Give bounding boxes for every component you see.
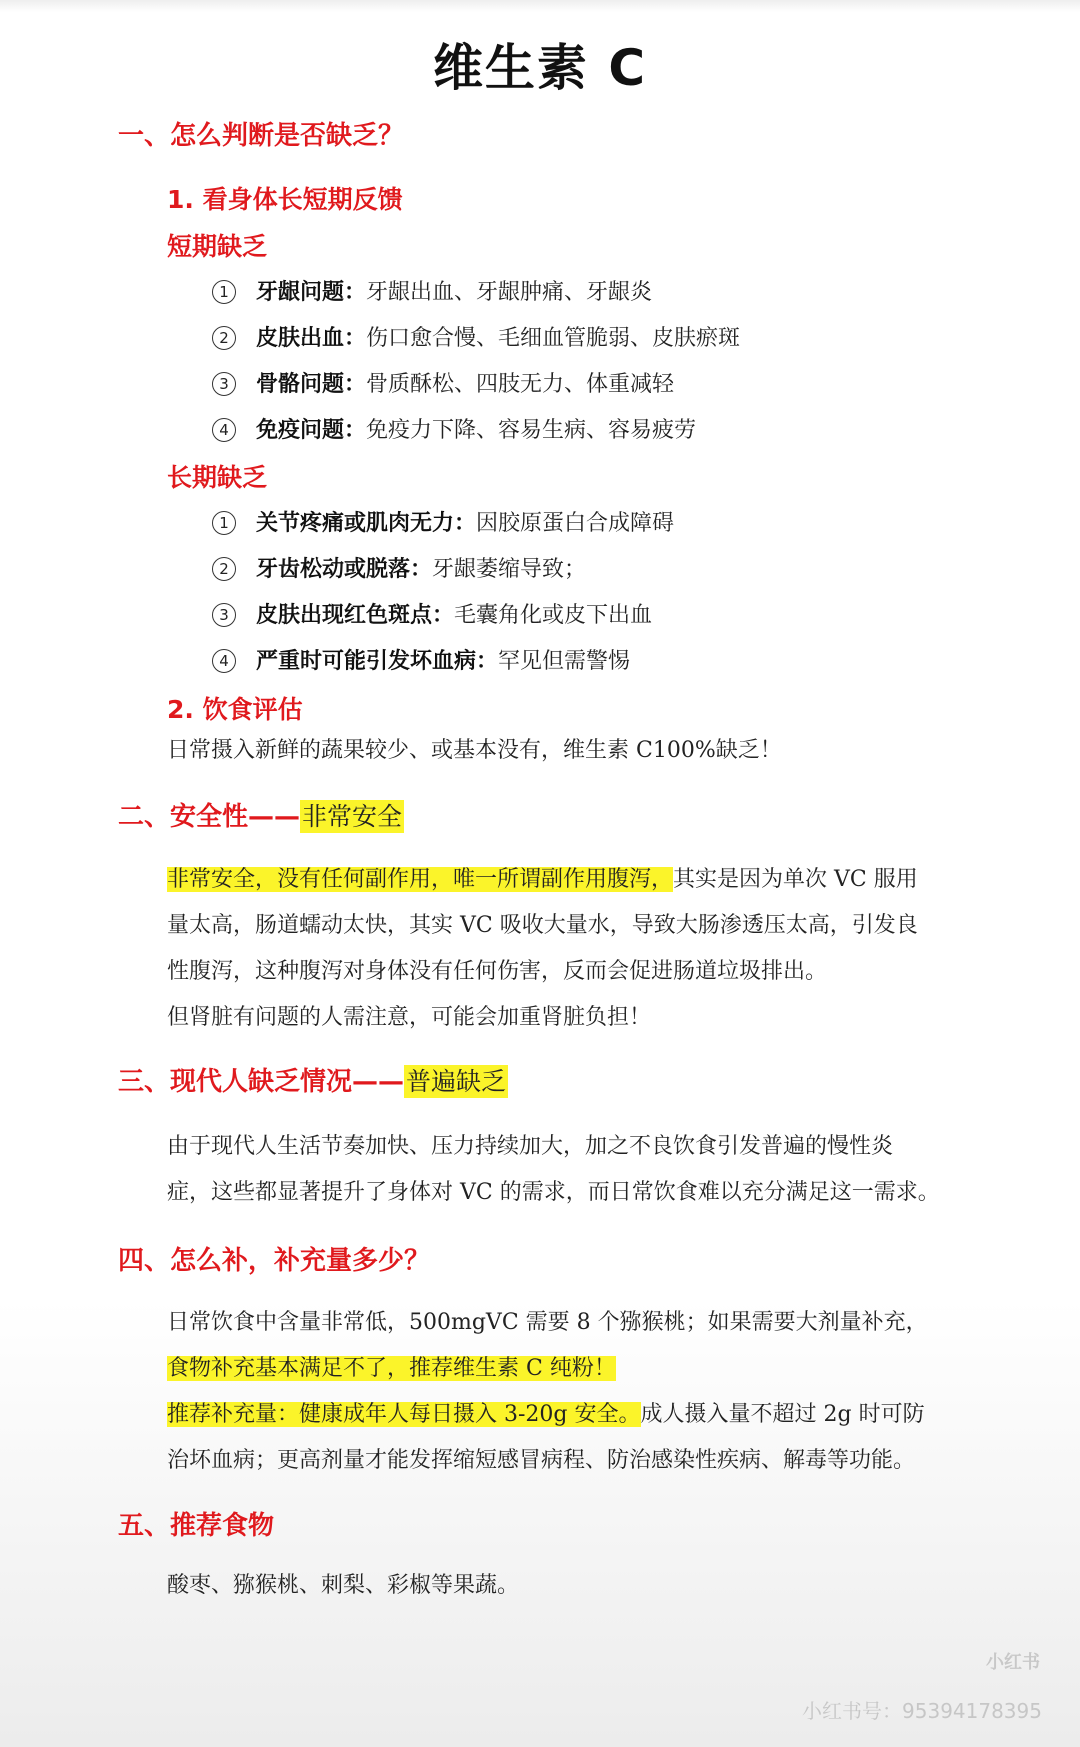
safety-paragraph (167, 857, 918, 1041)
item-number: 2 (212, 326, 236, 350)
item-label: 牙齿松动或脱落： (256, 557, 433, 582)
item-text: 免疫力下降、容易生病、容易疲劳 (366, 418, 697, 443)
section-2-heading (118, 796, 404, 833)
supplement-line-4: 治坏血病；更高剂量才能发挥缩短感冒病程、防治感染性疾病、解毒等功能。 (167, 1448, 916, 1473)
supplement-paragraph (167, 1300, 928, 1484)
watermark-logo: 小红书 (986, 1652, 1040, 1673)
item-text: 罕见但需警惕 (498, 649, 631, 674)
diet-text: 日常摄入新鲜的蔬果较少、或基本没有，维生素 C100%缺乏！ (167, 738, 782, 763)
supplement-line-3-rest: 成人摄入量不超过 2g 时可防 (640, 1402, 925, 1427)
short-item (212, 275, 652, 306)
item-number: 3 (212, 603, 236, 627)
section-3-heading (118, 1061, 508, 1098)
item-text: 因胶原蛋白合成障碍 (476, 511, 675, 536)
subsection-body-feedback: 1. 看身体长短期反馈 (167, 185, 403, 214)
section-2-highlight: 非常安全 (302, 802, 403, 831)
safety-line-4: 但肾脏有问题的人需注意，可能会加重肾脏负担！ (167, 1005, 652, 1030)
safety-line-3: 性腹泻，这种腹泻对身体没有任何伤害，反而会促进肠道垃圾排出。 (167, 959, 828, 984)
long-item (212, 644, 630, 675)
subsection-diet-assessment: 2. 饮食评估 (167, 695, 303, 724)
item-label: 骨骼问题： (256, 372, 367, 397)
short-item (212, 367, 674, 398)
item-number: 4 (212, 418, 236, 442)
long-item (212, 552, 586, 583)
recommended-foods: 酸枣、猕猴桃、刺梨、彩椒等果蔬。 (167, 1573, 520, 1598)
supplement-line-3 (167, 1392, 928, 1438)
short-item (212, 321, 740, 352)
section-2-heading-text: 二、安全性—— (118, 802, 301, 832)
safety-line-2: 量太高，肠道蠕动太快，其实 VC 吸收大量水，导致大肠渗透压太高，引发良 (167, 913, 918, 938)
long-item (212, 598, 652, 629)
safety-highlight: 非常安全，没有任何副作用，唯一所谓副作用腹泻， (167, 867, 674, 892)
item-label: 牙龈问题： (256, 280, 367, 305)
long-item (212, 506, 674, 537)
item-label: 皮肤出现红色斑点： (256, 603, 455, 628)
section-1-heading: 一、怎么判断是否缺乏？ (118, 121, 405, 151)
item-text: 牙龈萎缩导致； (432, 557, 587, 582)
item-label: 皮肤出血： (256, 326, 367, 351)
supplement-line-2 (167, 1346, 928, 1392)
supplement-highlight-2: 推荐补充量：健康成年人每日摄入 3-20g 安全。 (167, 1402, 641, 1427)
supplement-line-1: 日常饮食中含量非常低，500mgVC 需要 8 个猕猴桃；如果需要大剂量补充， (167, 1310, 928, 1335)
modern-line-1: 由于现代人生活节奏加快、压力持续加大，加之不良饮食引发普遍的慢性炎 (167, 1134, 894, 1159)
section-3-highlight: 普遍缺乏 (406, 1067, 507, 1096)
item-label: 免疫问题： (256, 418, 367, 443)
section-4-heading: 四、怎么补，补充量多少？ (118, 1246, 431, 1276)
modern-deficiency-paragraph (167, 1124, 940, 1216)
short-item (212, 413, 696, 444)
safety-line-1 (167, 857, 918, 903)
section-5-heading: 五、推荐食物 (118, 1511, 275, 1541)
item-label: 严重时可能引发坏血病： (256, 649, 499, 674)
watermark-id: 小红书号：95394178395 (802, 1699, 1042, 1723)
short-term-label: 短期缺乏 (167, 232, 268, 261)
modern-line-2: 症，这些都显著提升了身体对 VC 的需求，而日常饮食难以充分满足这一需求。 (167, 1180, 940, 1205)
supplement-highlight-1: 食物补充基本满足不了，推荐维生素 C 纯粉！ (167, 1356, 616, 1381)
item-number: 1 (212, 280, 236, 304)
safety-line-1-rest: 其实是因为单次 VC 服用 (673, 867, 918, 892)
long-term-label: 长期缺乏 (167, 463, 268, 492)
item-text: 牙龈出血、牙龈肿痛、牙龈炎 (366, 280, 653, 305)
item-number: 2 (212, 557, 236, 581)
item-text: 伤口愈合慢、毛细血管脆弱、皮肤瘀斑 (366, 326, 741, 351)
section-3-heading-text: 三、现代人缺乏情况—— (118, 1067, 405, 1097)
page-title: 维生素 C (432, 39, 648, 97)
item-text: 骨质酥松、四肢无力、体重减轻 (366, 372, 675, 397)
item-number: 4 (212, 649, 236, 673)
item-number: 3 (212, 372, 236, 396)
item-number: 1 (212, 511, 236, 535)
item-text: 毛囊角化或皮下出血 (454, 603, 653, 628)
item-label: 关节疼痛或肌肉无力： (256, 511, 477, 536)
